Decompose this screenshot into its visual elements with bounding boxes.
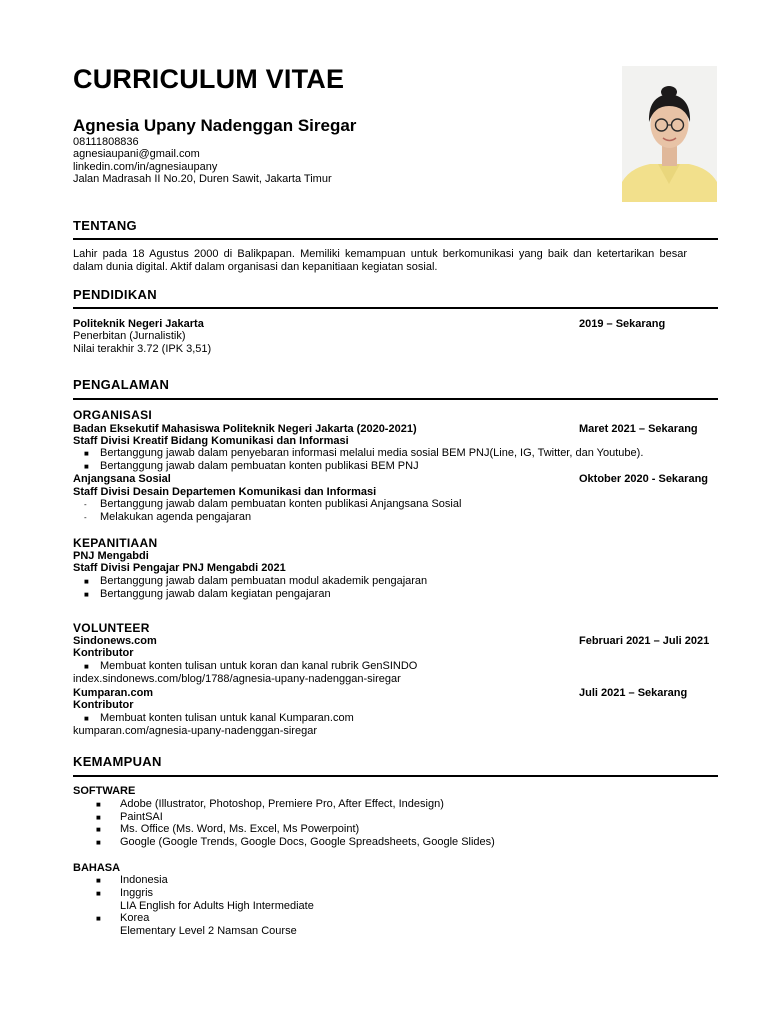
list-item-note: Elementary Level 2 Namsan Course (120, 925, 297, 937)
list-item: Bertanggung jawab dalam penyebaran informasi melalui media sosial BEM PNJ(Line, IG, Twitter, dan Youtube). (100, 447, 644, 459)
subheading-kepanitiaan: KEPANITIAAN (73, 536, 158, 550)
email-address: agnesiaupani@gmail.com (73, 148, 200, 161)
list-item-note: LIA English for Adults High Intermediate (120, 900, 314, 912)
list-item: Bertanggung jawab dalam pembuatan konten publikasi Anjangsana Sosial (100, 498, 462, 510)
volunteer-name: Kumparan.com (73, 687, 154, 699)
volunteer-link[interactable]: index.sindonews.com/blog/1788/agnesia-upany-nadenggan-siregar (73, 673, 401, 685)
applicant-name: Agnesia Upany Nadenggan Siregar (73, 116, 357, 135)
education-grade: Nilai terakhir 3.72 (IPK 3,51) (73, 343, 212, 355)
volunteer-date: Februari 2021 – Juli 2021 (579, 635, 710, 647)
list-item: Google (Google Trends, Google Docs, Google Spreadsheets, Google Slides) (120, 836, 495, 848)
section-heading-tentang: TENTANG (73, 218, 137, 233)
list-item: Indonesia (120, 874, 168, 886)
square-bullet-icon: ■ (96, 914, 101, 923)
section-divider (73, 307, 718, 309)
committee-role: Staff Divisi Pengajar PNJ Mengabdi 2021 (73, 562, 286, 574)
document-title: CURRICULUM VITAE (73, 64, 345, 94)
list-item: Bertanggung jawab dalam pembuatan modul akademik pengajaran (100, 575, 428, 587)
square-bullet-icon: ■ (96, 838, 101, 847)
square-bullet-icon: ■ (96, 876, 101, 885)
square-bullet-icon: ■ (84, 449, 89, 458)
volunteer-date: Juli 2021 – Sekarang (579, 687, 688, 699)
section-divider (73, 398, 718, 400)
list-item: Adobe (Illustrator, Photoshop, Premiere Pro, After Effect, Indesign) (120, 798, 444, 810)
linkedin-url: linkedin.com/in/agnesiaupany (73, 160, 218, 173)
section-heading-pengalaman: PENGALAMAN (73, 377, 170, 392)
education-date: 2019 – Sekarang (579, 318, 666, 330)
small-dot-bullet-icon: - (84, 513, 87, 522)
volunteer-name: Sindonews.com (73, 635, 157, 647)
list-item: Bertanggung jawab dalam pembuatan konten publikasi BEM PNJ (100, 460, 419, 472)
list-item: Membuat konten tulisan untuk koran dan kanal rubrik GenSINDO (100, 660, 418, 672)
section-divider (73, 775, 718, 777)
list-item: Membuat konten tulisan untuk kanal Kumparan.com (100, 712, 354, 724)
org-role: Staff Divisi Kreatif Bidang Komunikasi dan Informasi (73, 435, 349, 447)
square-bullet-icon: ■ (84, 662, 89, 671)
list-item: Korea (120, 912, 150, 924)
list-item: Bertanggung jawab dalam kegiatan pengajaran (100, 588, 331, 600)
square-bullet-icon: ■ (96, 889, 101, 898)
list-item: Ms. Office (Ms. Word, Ms. Excel, Ms Powerpoint) (120, 823, 360, 835)
org-name: Badan Eksekutif Mahasiswa Politeknik Negeri Jakarta (2020-2021) (73, 423, 417, 435)
volunteer-link[interactable]: kumparan.com/agnesia-upany-nadenggan-siregar (73, 725, 317, 737)
org-date: Oktober 2020 - Sekarang (579, 473, 709, 485)
subheading-organisasi: ORGANISASI (73, 408, 153, 422)
education-major: Penerbitan (Jurnalistik) (73, 330, 186, 342)
section-heading-kemampuan: KEMAMPUAN (73, 754, 162, 769)
list-item: Inggris (120, 887, 154, 899)
home-address: Jalan Madrasah II No.20, Duren Sawit, Jakarta Timur (73, 172, 332, 185)
phone-number: 08111808836 (73, 136, 139, 148)
square-bullet-icon: ■ (84, 577, 89, 586)
list-item: Melakukan agenda pengajaran (100, 511, 252, 523)
subheading-volunteer: VOLUNTEER (73, 621, 150, 635)
list-item: PaintSAI (120, 811, 163, 823)
square-bullet-icon: ■ (96, 825, 101, 834)
section-heading-pendidikan: PENDIDIKAN (73, 287, 157, 302)
org-role: Staff Divisi Desain Departemen Komunikasi dan Informasi (73, 486, 377, 498)
contact-block (73, 136, 332, 185)
org-date: Maret 2021 – Sekarang (579, 423, 698, 435)
square-bullet-icon: ■ (84, 590, 89, 599)
section-divider (73, 238, 718, 240)
square-bullet-icon: ■ (84, 462, 89, 471)
volunteer-role: Kontributor (73, 647, 134, 659)
square-bullet-icon: ■ (96, 813, 101, 822)
volunteer-role: Kontributor (73, 699, 134, 711)
square-bullet-icon: ■ (96, 800, 101, 809)
subheading-bahasa: BAHASA (73, 862, 121, 874)
committee-name: PNJ Mengabdi (73, 550, 149, 562)
about-text: Lahir pada 18 Agustus 2000 di Balikpapan. Memiliki kemampuan untuk berkomunikasi yang baik dan ketertarikan besar dalam dunia digital. Aktif dalam organisasi dan kepanitiaan kegiatan sosial. (73, 248, 687, 273)
square-bullet-icon: ■ (84, 714, 89, 723)
education-school: Politeknik Negeri Jakarta (73, 318, 204, 330)
profile-photo (622, 66, 717, 202)
small-dot-bullet-icon: - (84, 500, 87, 509)
org-name: Anjangsana Sosial (73, 473, 171, 485)
subheading-software: SOFTWARE (73, 785, 136, 797)
